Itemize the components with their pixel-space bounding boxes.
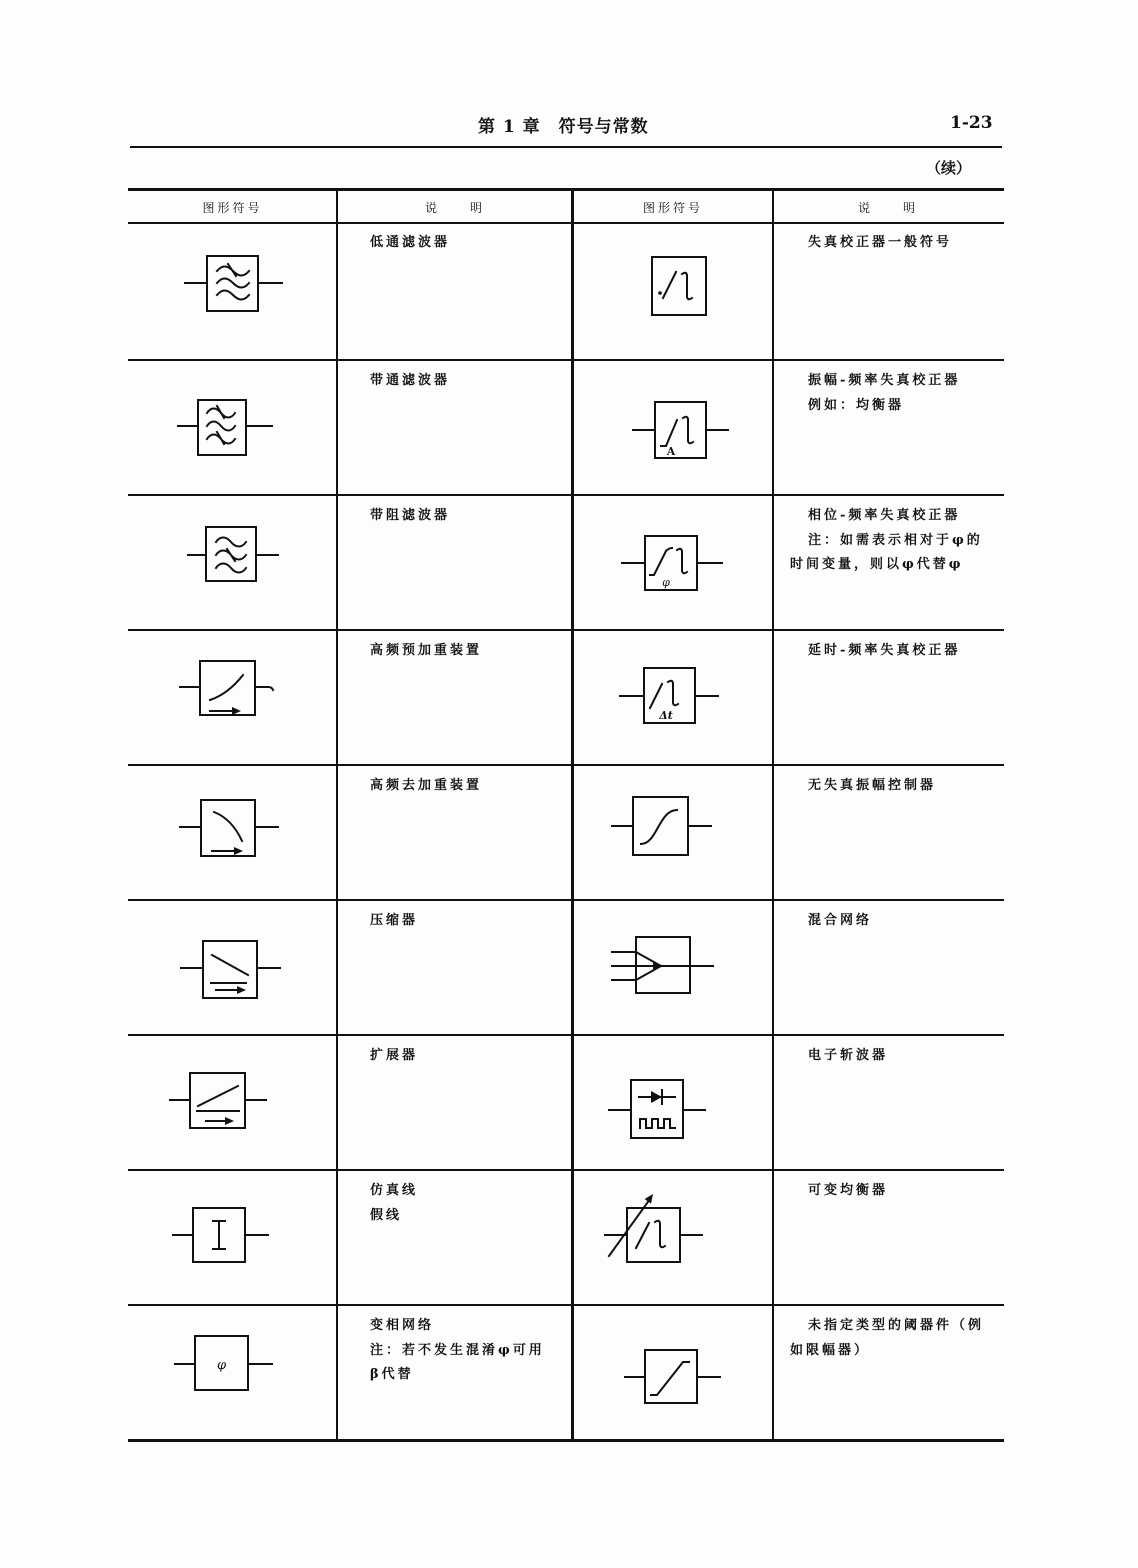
variable-equalizer-icon — [573, 1170, 773, 1305]
amplitude-controller-icon — [573, 765, 773, 900]
column-header-description: 说 明 — [424, 201, 485, 215]
expander-icon — [128, 1035, 337, 1170]
description-line: 高频去加重装置 — [370, 778, 483, 793]
description-line: 例如：均衡器 — [808, 397, 905, 413]
description-line: β代替 — [370, 1367, 414, 1382]
description-cell — [773, 1170, 1003, 1204]
description-line: 压缩器 — [370, 913, 419, 928]
description-line: 相位-频率失真校正器 — [808, 508, 961, 523]
description-line: 假线 — [370, 1207, 403, 1223]
description-cell — [773, 495, 1003, 578]
compressor-icon — [128, 900, 337, 1035]
description-cell — [337, 222, 573, 256]
table-top-rule — [128, 188, 1004, 191]
description-line: 注：如需表示相对于φ的 — [808, 532, 983, 548]
description-line: 电子斩波器 — [808, 1048, 889, 1063]
description-cell — [773, 900, 1003, 934]
column-header-symbol: 图形符号 — [642, 201, 703, 215]
delay-frequency-corrector-icon — [573, 630, 773, 765]
description-line: 时间变量，则以φ代替φ — [790, 557, 964, 572]
description-line: 变相网络 — [370, 1318, 435, 1333]
description-line: 扩展器 — [370, 1048, 419, 1063]
description-line: 带阻滤波器 — [370, 508, 451, 523]
symbol-label: Δt — [659, 709, 673, 722]
description-cell — [337, 1305, 573, 1388]
description-cell — [337, 765, 573, 799]
hybrid-network-icon — [573, 900, 773, 1035]
symbol-label: φ — [662, 576, 670, 589]
description-line: 如限幅器） — [790, 1342, 871, 1358]
electronic-chopper-icon — [573, 1035, 773, 1170]
description-line: 可变均衡器 — [808, 1183, 889, 1198]
header-rule — [130, 146, 1002, 148]
description-cell — [337, 495, 573, 529]
symbol-label: φ — [216, 1358, 227, 1373]
pre-emphasis-icon — [128, 630, 337, 765]
description-line: 延时-频率失真校正器 — [808, 643, 961, 658]
description-line: 混合网络 — [808, 913, 873, 928]
description-cell — [337, 1035, 573, 1069]
description-line: 振幅-频率失真校正器 — [808, 373, 961, 388]
description-cell — [773, 222, 1003, 256]
column-header-description: 说 明 — [857, 201, 918, 215]
page-number: 1-23 — [950, 113, 993, 133]
description-cell — [773, 360, 1003, 418]
description-cell — [773, 1035, 1003, 1069]
band-pass-filter-icon — [128, 360, 337, 495]
description-line: 失真校正器一般符号 — [808, 235, 953, 250]
phase-frequency-corrector-icon — [573, 495, 773, 630]
description-cell — [773, 1305, 1003, 1363]
column-header-symbol: 图形符号 — [202, 201, 263, 215]
description-line: 未指定类型的阈器件（例 — [808, 1318, 985, 1333]
description-line: 带通滤波器 — [370, 373, 451, 388]
description-cell — [337, 900, 573, 934]
chapter-title: 第 1 章 符号与常数 — [478, 117, 649, 137]
symbol-label: A — [666, 445, 676, 458]
threshold-device-icon — [573, 1305, 773, 1440]
amplitude-frequency-corrector-icon — [573, 360, 773, 495]
description-cell — [337, 360, 573, 394]
low-pass-filter-icon — [128, 222, 337, 360]
continued-label: （续） — [926, 159, 972, 177]
description-line: 低通滤波器 — [370, 235, 451, 250]
description-line: 仿真线 — [370, 1183, 419, 1198]
description-line: 高频预加重装置 — [370, 643, 483, 658]
description-cell — [773, 765, 1003, 799]
distortion-corrector-icon — [573, 222, 773, 360]
description-cell — [337, 630, 573, 664]
artificial-line-icon — [128, 1170, 337, 1305]
description-line: 无失真振幅控制器 — [808, 778, 937, 793]
description-cell — [337, 1170, 573, 1228]
description-line: 注：若不发生混淆φ可用 — [370, 1342, 545, 1358]
de-emphasis-icon — [128, 765, 337, 900]
description-cell — [773, 630, 1003, 664]
phase-shift-network-icon — [128, 1305, 337, 1440]
band-stop-filter-icon — [128, 495, 337, 630]
